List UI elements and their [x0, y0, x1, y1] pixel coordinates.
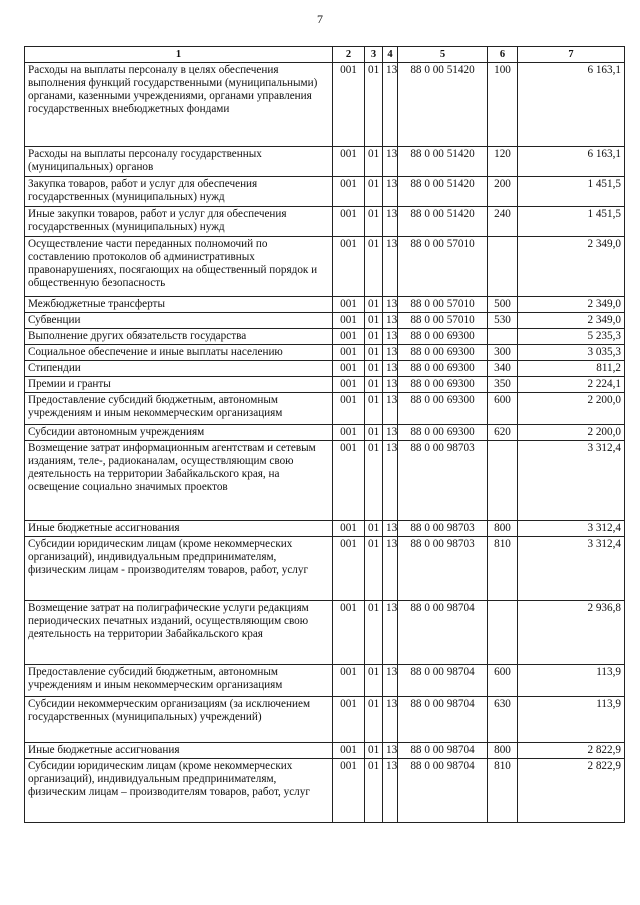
- row-code-admin: 001: [333, 743, 365, 759]
- row-code-admin: 001: [333, 147, 365, 177]
- row-code-subsection: 13: [383, 521, 398, 537]
- row-code-target: 88 0 00 69300: [398, 377, 488, 393]
- table-row: [25, 361, 625, 377]
- row-code-section: 01: [365, 313, 383, 329]
- row-code-target: 88 0 00 98703: [398, 537, 488, 601]
- row-code-section: 01: [365, 441, 383, 521]
- row-code-admin: 001: [333, 345, 365, 361]
- row-code-target: 88 0 00 98704: [398, 665, 488, 697]
- row-amount: 5 235,3: [518, 329, 625, 345]
- row-code-admin: 001: [333, 697, 365, 743]
- table-row: [25, 207, 625, 237]
- row-code-section: 01: [365, 665, 383, 697]
- row-code-admin: 001: [333, 63, 365, 147]
- row-code-section: 01: [365, 147, 383, 177]
- row-amount: 1 451,5: [518, 177, 625, 207]
- row-name: Предоставление субсидий бюджетным, автономным учреждениям и иным некоммерческим организациям: [25, 393, 333, 425]
- row-code-subsection: 13: [383, 537, 398, 601]
- table-row: [25, 177, 625, 207]
- column-header: 1: [25, 47, 333, 63]
- table-row: [25, 537, 625, 601]
- row-code-admin: 001: [333, 207, 365, 237]
- row-code-target: 88 0 00 51420: [398, 147, 488, 177]
- row-code-expense-type: 300: [488, 345, 518, 361]
- row-code-expense-type: [488, 237, 518, 297]
- table-row: [25, 743, 625, 759]
- row-code-subsection: 13: [383, 601, 398, 665]
- row-code-expense-type: 800: [488, 521, 518, 537]
- row-code-admin: 001: [333, 313, 365, 329]
- row-code-admin: 001: [333, 537, 365, 601]
- row-name: Субсидии юридическим лицам (кроме некоммерческих организаций), индивидуальным предпринимателям, физическим лицам - производителям товаров, работ, услуг: [25, 537, 333, 601]
- row-name: Социальное обеспечение и иные выплаты населению: [25, 345, 333, 361]
- row-code-expense-type: 800: [488, 743, 518, 759]
- row-amount: 3 312,4: [518, 537, 625, 601]
- row-code-subsection: 13: [383, 759, 398, 823]
- row-name: Возмещение затрат на полиграфические услуги редакциям периодических печатных изданий, осуществляющим свою деятельность на территории Забайкальского края: [25, 601, 333, 665]
- row-code-target: 88 0 00 51420: [398, 63, 488, 147]
- column-header: 7: [518, 47, 625, 63]
- row-code-section: 01: [365, 393, 383, 425]
- row-name: Расходы на выплаты персоналу в целях обеспечения выполнения функций государственными (муниципальными) органами, казенными учреждениями, органами управления государственных внебюджетных фондами: [25, 63, 333, 147]
- table-row: [25, 601, 625, 665]
- row-code-subsection: 13: [383, 441, 398, 521]
- row-code-subsection: 13: [383, 297, 398, 313]
- row-name: Иные закупки товаров, работ и услуг для обеспечения государственных (муниципальных) нужд: [25, 207, 333, 237]
- column-header: 6: [488, 47, 518, 63]
- row-code-admin: 001: [333, 329, 365, 345]
- row-code-section: 01: [365, 361, 383, 377]
- row-code-expense-type: 240: [488, 207, 518, 237]
- row-code-subsection: 13: [383, 377, 398, 393]
- row-code-target: 88 0 00 51420: [398, 177, 488, 207]
- row-code-admin: 001: [333, 441, 365, 521]
- row-code-expense-type: 600: [488, 393, 518, 425]
- row-amount: 811,2: [518, 361, 625, 377]
- row-code-expense-type: 620: [488, 425, 518, 441]
- row-code-subsection: 13: [383, 425, 398, 441]
- row-code-expense-type: 810: [488, 759, 518, 823]
- row-amount: 3 035,3: [518, 345, 625, 361]
- row-code-target: 88 0 00 69300: [398, 393, 488, 425]
- row-code-target: 88 0 00 98704: [398, 697, 488, 743]
- row-code-target: 88 0 00 57010: [398, 297, 488, 313]
- row-code-expense-type: 630: [488, 697, 518, 743]
- row-amount: 3 312,4: [518, 441, 625, 521]
- row-code-section: 01: [365, 377, 383, 393]
- row-code-target: 88 0 00 69300: [398, 345, 488, 361]
- row-amount: 113,9: [518, 665, 625, 697]
- row-code-expense-type: 100: [488, 63, 518, 147]
- row-amount: 6 163,1: [518, 63, 625, 147]
- row-code-admin: 001: [333, 665, 365, 697]
- row-code-expense-type: 350: [488, 377, 518, 393]
- row-code-subsection: 13: [383, 177, 398, 207]
- row-code-admin: 001: [333, 297, 365, 313]
- row-code-target: 88 0 00 98704: [398, 743, 488, 759]
- row-code-target: 88 0 00 98703: [398, 521, 488, 537]
- row-code-expense-type: 200: [488, 177, 518, 207]
- row-name: Иные бюджетные ассигнования: [25, 521, 333, 537]
- row-code-admin: 001: [333, 361, 365, 377]
- column-header: 2: [333, 47, 365, 63]
- row-code-admin: 001: [333, 425, 365, 441]
- row-code-subsection: 13: [383, 147, 398, 177]
- row-code-admin: 001: [333, 601, 365, 665]
- row-name: Выполнение других обязательств государства: [25, 329, 333, 345]
- row-code-target: 88 0 00 98704: [398, 759, 488, 823]
- row-amount: 2 822,9: [518, 759, 625, 823]
- row-code-section: 01: [365, 329, 383, 345]
- row-code-target: 88 0 00 57010: [398, 237, 488, 297]
- row-code-expense-type: 600: [488, 665, 518, 697]
- row-code-target: 88 0 00 69300: [398, 361, 488, 377]
- row-amount: 113,9: [518, 697, 625, 743]
- row-code-section: 01: [365, 521, 383, 537]
- row-code-section: 01: [365, 425, 383, 441]
- row-code-section: 01: [365, 63, 383, 147]
- row-name: Иные бюджетные ассигнования: [25, 743, 333, 759]
- row-code-expense-type: [488, 329, 518, 345]
- row-name: Предоставление субсидий бюджетным, автономным учреждениям и иным некоммерческим организациям: [25, 665, 333, 697]
- row-code-expense-type: 530: [488, 313, 518, 329]
- row-code-admin: 001: [333, 521, 365, 537]
- table-row: [25, 393, 625, 425]
- table-row: [25, 425, 625, 441]
- row-code-admin: 001: [333, 177, 365, 207]
- row-code-subsection: 13: [383, 393, 398, 425]
- row-code-expense-type: 500: [488, 297, 518, 313]
- row-name: Субсидии юридическим лицам (кроме некоммерческих организаций), индивидуальным предпринимателям, физическим лицам – производителям товаров, работ, услуг: [25, 759, 333, 823]
- row-amount: 2 822,9: [518, 743, 625, 759]
- row-code-section: 01: [365, 207, 383, 237]
- table-row: [25, 147, 625, 177]
- row-code-section: 01: [365, 537, 383, 601]
- row-code-section: 01: [365, 237, 383, 297]
- table-row: [25, 313, 625, 329]
- row-code-admin: 001: [333, 393, 365, 425]
- row-amount: 1 451,5: [518, 207, 625, 237]
- row-code-subsection: 13: [383, 329, 398, 345]
- row-code-expense-type: 810: [488, 537, 518, 601]
- row-code-target: 88 0 00 69300: [398, 425, 488, 441]
- row-code-target: 88 0 00 98704: [398, 601, 488, 665]
- row-code-admin: 001: [333, 377, 365, 393]
- table-row: [25, 697, 625, 743]
- row-code-expense-type: 120: [488, 147, 518, 177]
- table-row: [25, 297, 625, 313]
- row-code-expense-type: 340: [488, 361, 518, 377]
- table-row: [25, 345, 625, 361]
- row-code-target: 88 0 00 69300: [398, 329, 488, 345]
- row-name: Межбюджетные трансферты: [25, 297, 333, 313]
- row-code-admin: 001: [333, 237, 365, 297]
- row-amount: 2 349,0: [518, 297, 625, 313]
- row-amount: 2 224,1: [518, 377, 625, 393]
- row-code-expense-type: [488, 601, 518, 665]
- table-row: [25, 377, 625, 393]
- row-code-expense-type: [488, 441, 518, 521]
- row-name: Возмещение затрат информационным агентствам и сетевым изданиям, теле-, радиоканалам, осуществляющим свою деятельность на территории Забайкальского края, на освещение социально значимых проектов: [25, 441, 333, 521]
- row-code-subsection: 13: [383, 361, 398, 377]
- row-amount: 3 312,4: [518, 521, 625, 537]
- row-code-target: 88 0 00 57010: [398, 313, 488, 329]
- row-code-subsection: 13: [383, 697, 398, 743]
- row-name: Закупка товаров, работ и услуг для обеспечения государственных (муниципальных) нужд: [25, 177, 333, 207]
- row-code-subsection: 13: [383, 743, 398, 759]
- row-amount: 2 349,0: [518, 237, 625, 297]
- row-name: Осуществление части переданных полномочий по составлению протоколов об административных правонарушениях, посягающих на общественный порядок и общественную безопасность: [25, 237, 333, 297]
- page-number: 7: [317, 12, 323, 26]
- table-row: [25, 759, 625, 823]
- column-header: 3: [365, 47, 383, 63]
- table-header-row: [25, 47, 625, 63]
- row-code-section: 01: [365, 177, 383, 207]
- table-row: [25, 329, 625, 345]
- row-name: Расходы на выплаты персоналу государственных (муниципальных) органов: [25, 147, 333, 177]
- column-header: 4: [383, 47, 398, 63]
- row-code-section: 01: [365, 743, 383, 759]
- column-header: 5: [398, 47, 488, 63]
- budget-table: [24, 46, 625, 823]
- table-row: [25, 665, 625, 697]
- table-row: [25, 521, 625, 537]
- row-code-subsection: 13: [383, 207, 398, 237]
- row-code-subsection: 13: [383, 237, 398, 297]
- row-amount: 2 200,0: [518, 393, 625, 425]
- row-name: Субвенции: [25, 313, 333, 329]
- row-name: Стипендии: [25, 361, 333, 377]
- row-amount: 2 200,0: [518, 425, 625, 441]
- row-amount: 2 936,8: [518, 601, 625, 665]
- row-code-target: 88 0 00 51420: [398, 207, 488, 237]
- row-code-target: 88 0 00 98703: [398, 441, 488, 521]
- row-code-subsection: 13: [383, 313, 398, 329]
- table-row: [25, 63, 625, 147]
- row-amount: 6 163,1: [518, 147, 625, 177]
- row-amount: 2 349,0: [518, 313, 625, 329]
- row-code-section: 01: [365, 345, 383, 361]
- row-code-section: 01: [365, 697, 383, 743]
- row-name: Субсидии автономным учреждениям: [25, 425, 333, 441]
- row-code-section: 01: [365, 601, 383, 665]
- row-code-subsection: 13: [383, 665, 398, 697]
- row-code-subsection: 13: [383, 345, 398, 361]
- row-code-admin: 001: [333, 759, 365, 823]
- row-code-subsection: 13: [383, 63, 398, 147]
- row-name: Субсидии некоммерческим организациям (за исключением государственных (муниципальных) учреждений): [25, 697, 333, 743]
- row-name: Премии и гранты: [25, 377, 333, 393]
- row-code-section: 01: [365, 297, 383, 313]
- table-row: [25, 441, 625, 521]
- row-code-section: 01: [365, 759, 383, 823]
- table-row: [25, 237, 625, 297]
